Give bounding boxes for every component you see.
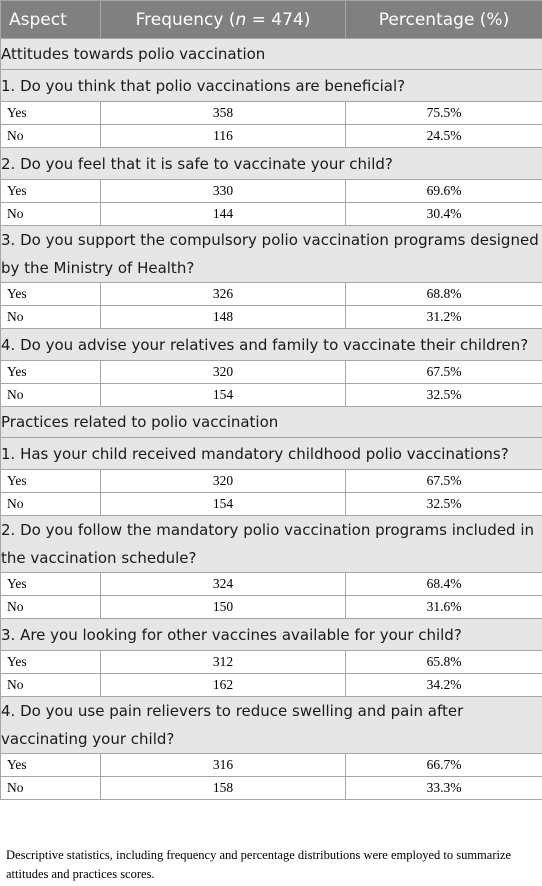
table-header-row [1,1,542,39]
percentage-cell: 67.5% [346,470,542,493]
table-row [1,283,542,306]
answer-label: Yes [1,180,101,203]
header-frequency: Frequency (n = 474) [101,1,346,39]
question-row [1,329,542,361]
percentage-cell: 32.5% [346,384,542,407]
frequency-cell: 320 [101,361,346,384]
question-text: 1. Do you think that polio vaccinations are beneficial? [1,70,542,102]
table-row [1,102,542,125]
percentage-cell: 33.3% [346,777,542,800]
percentage-cell: 65.8% [346,651,542,674]
answer-label: Yes [1,283,101,306]
answer-label: No [1,384,101,407]
percentage-cell: 31.2% [346,306,542,329]
question-row [1,619,542,651]
answer-label: Yes [1,754,101,777]
table-row [1,754,542,777]
section-header-attitudes [1,39,542,70]
frequency-cell: 154 [101,384,346,407]
table-row [1,777,542,800]
percentage-cell: 69.6% [346,180,542,203]
answer-label: Yes [1,102,101,125]
frequency-cell: 312 [101,651,346,674]
table-row [1,180,542,203]
percentage-cell: 67.5% [346,361,542,384]
section-title: Attitudes towards polio vaccination [1,39,542,70]
question-row [1,438,542,470]
percentage-cell: 32.5% [346,493,542,516]
table-row [1,596,542,619]
question-text: 1. Has your child received mandatory childhood polio vaccinations? [1,438,542,470]
question-text: 4. Do you use pain relievers to reduce swelling and pain after vaccinating your child? [1,697,542,754]
table-row [1,651,542,674]
header-aspect: Aspect [1,1,101,39]
frequency-cell: 154 [101,493,346,516]
table-footnote: Descriptive statistics, including frequency and percentage distributions were employed to summarize attitudes and practices scores. [6,848,512,881]
question-row [1,697,542,754]
frequency-cell: 326 [101,283,346,306]
table-row [1,203,542,226]
table-row [1,125,542,148]
answer-label: Yes [1,573,101,596]
table-row [1,361,542,384]
percentage-cell: 30.4% [346,203,542,226]
header-percentage: Percentage (%) [346,1,542,39]
question-text: 4. Do you advise your relatives and family to vaccinate their children? [1,329,542,361]
answer-label: No [1,493,101,516]
question-row [1,148,542,180]
answer-label: No [1,203,101,226]
frequency-cell: 148 [101,306,346,329]
table-row [1,493,542,516]
section-title: Practices related to polio vaccination [1,407,542,438]
answer-label: No [1,596,101,619]
frequency-cell: 324 [101,573,346,596]
table-row [1,306,542,329]
percentage-cell: 68.4% [346,573,542,596]
frequency-cell: 150 [101,596,346,619]
table-row [1,573,542,596]
table-row [1,470,542,493]
answer-label: No [1,674,101,697]
answer-label: No [1,777,101,800]
percentage-cell: 24.5% [346,125,542,148]
percentage-cell: 68.8% [346,283,542,306]
answer-label: Yes [1,651,101,674]
question-text: 2. Do you feel that it is safe to vaccinate your child? [1,148,542,180]
frequency-cell: 330 [101,180,346,203]
percentage-cell: 31.6% [346,596,542,619]
frequency-cell: 144 [101,203,346,226]
frequency-cell: 116 [101,125,346,148]
question-row [1,70,542,102]
table-row [1,674,542,697]
answer-label: No [1,125,101,148]
frequency-cell: 316 [101,754,346,777]
frequency-cell: 320 [101,470,346,493]
percentage-cell: 34.2% [346,674,542,697]
frequency-cell: 162 [101,674,346,697]
percentage-cell: 66.7% [346,754,542,777]
table-row [1,384,542,407]
question-row [1,226,542,283]
question-row [1,516,542,573]
question-text: 3. Are you looking for other vaccines available for your child? [1,619,542,651]
percentage-cell: 75.5% [346,102,542,125]
answer-label: Yes [1,361,101,384]
frequency-cell: 358 [101,102,346,125]
answer-label: No [1,306,101,329]
frequency-cell: 158 [101,777,346,800]
answer-label: Yes [1,470,101,493]
question-text: 3. Do you support the compulsory polio vaccination programs designed by the Ministry of Health? [1,226,542,283]
question-text: 2. Do you follow the mandatory polio vaccination programs included in the vaccination schedule? [1,516,542,573]
section-header-practices [1,407,542,438]
